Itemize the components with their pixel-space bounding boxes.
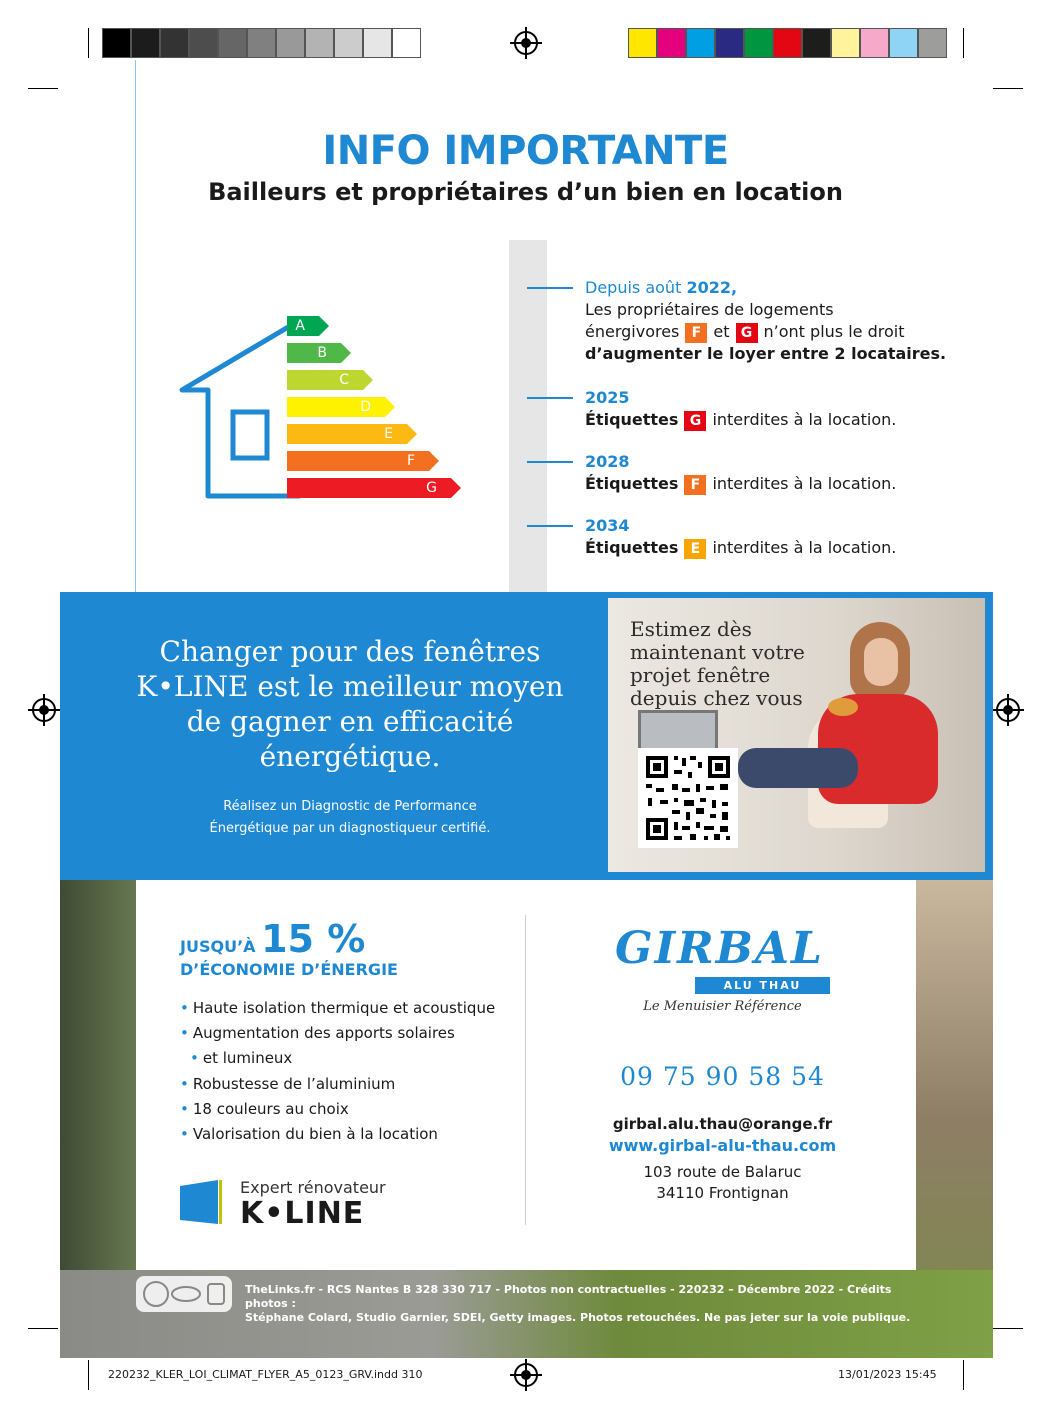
photo-caption-line: Estimez dès [630,617,752,641]
color-swatch [131,28,160,58]
band-headline-line: K•LINE est le meilleur moyen [136,670,564,703]
benefits-list [180,996,495,1147]
timeline-text: et [713,322,730,341]
savings-percent: 15 % [261,917,366,961]
photo-caption-line: depuis chez vous [630,686,803,710]
energy-badge-g: G [684,411,706,431]
photo-caption [630,618,805,710]
crop-mark [28,1328,58,1329]
print-filename: 220232_KLER_LOI_CLIMAT_FLYER_A5_0123_GRV.indd 310 [108,1368,423,1381]
crop-mark [993,1328,1023,1329]
timeline-label: Étiquettes [585,474,679,493]
timeline-label: Étiquettes [585,410,679,429]
color-swatch [160,28,189,58]
email-link[interactable]: girbal.alu.thau@orange.fr [612,1115,833,1133]
color-swatch [305,28,334,58]
energy-class-c: C [287,370,363,390]
color-swatch [686,28,715,58]
list-item: • 18 couleurs au choix [180,1097,495,1122]
legal-line: TheLinks.fr - RCS Nantes B 328 330 717 - Photos non contractuelles - 220232 – Décembre 2022 - Crédits photos : [245,1283,892,1310]
girbal-logo [615,923,830,1014]
timeline-tick [527,397,573,399]
registration-mark-icon [514,1363,538,1387]
timeline-text: n’ont plus le droit [763,322,905,341]
address-line: 103 route de Balaruc [643,1163,802,1181]
print-date: 13/01/2023 15:45 [838,1368,937,1381]
color-swatch [276,28,305,58]
woman-photo [600,592,993,880]
jeans [738,748,858,788]
band-headline [135,634,565,774]
color-swatch [247,28,276,58]
crop-mark [963,1360,964,1390]
page-subtitle: Bailleurs et propriétaires d’un bien en location [208,178,843,206]
timeline-text: interdites à la location. [712,410,897,429]
page-title: INFO IMPORTANTE [322,128,729,174]
color-swatch [189,28,218,58]
photo-caption-line: projet fenêtre [630,663,771,687]
band-subtext-line: Énergétique par un diagnostiqueur certifié. [209,821,491,836]
timeline-entry-2025 [585,387,896,431]
kline-expert-label: Expert rénovateur [240,1178,386,1197]
color-swatch [773,28,802,58]
list-item-continuation: • et lumineux [180,1046,495,1071]
band-subtext [135,796,565,840]
registration-mark-icon [996,698,1020,722]
color-swatch [802,28,831,58]
band-subtext-line: Réalisez un Diagnostic de Performance [223,799,477,814]
website-link[interactable]: www.girbal-alu-thau.com [608,1136,837,1155]
face [864,638,898,686]
energy-class-a: A [287,316,319,336]
crop-mark [963,28,964,58]
kline-brand: K•LINE [240,1196,365,1231]
energy-badge-f: F [684,475,706,495]
timeline-text: interdites à la location. [712,538,897,557]
crop-mark [88,1360,89,1390]
timeline-date-year: 2022, [686,278,738,297]
phone-number[interactable]: 09 75 90 58 54 [620,1062,825,1091]
color-swatch [744,28,773,58]
color-swatch [860,28,889,58]
timeline-year: 2025 [585,388,630,407]
timeline-arrow [509,240,547,600]
timeline-tick [527,461,573,463]
list-item: • Haute isolation thermique et acoustique [180,996,495,1021]
color-swatch [657,28,686,58]
color-swatch [102,28,131,58]
list-item: • Robustesse de l’aluminium [180,1072,495,1097]
savings-subline: D’ÉCONOMIE D’ÉNERGIE [180,960,398,979]
color-swatch [715,28,744,58]
registration-mark-icon [514,31,538,55]
timeline-year: 2034 [585,516,630,535]
recycle-icon [136,1276,232,1312]
energy-badge-g: G [736,323,758,343]
savings-headline [180,917,398,979]
girbal-subbrand: ALU THAU [695,977,830,994]
energy-class-b: B [287,343,341,363]
photo-caption-line: maintenant votre [630,640,805,664]
color-swatch [918,28,947,58]
address-line: 34110 Frontignan [656,1184,789,1202]
qr-code-icon[interactable] [638,748,738,848]
timeline-date-prefix: Depuis août [585,278,682,297]
band-headline-line: de gagner en efficacité [186,705,514,738]
kline-window-icon [180,1180,224,1226]
timeline-text-bold: d’augmenter le loyer entre 2 locataires. [585,344,947,363]
recycling-icons [136,1276,232,1312]
timeline-entry-2034 [585,515,896,559]
energy-class-e: E [287,424,407,444]
energy-badge-e: E [684,539,706,559]
band-headline-line: énergétique. [259,740,441,773]
list-item: • Valorisation du bien à la location [180,1122,495,1147]
girbal-wordmark: GIRBAL [615,923,824,974]
color-swatch [628,28,657,58]
crop-mark [88,28,89,58]
energy-class-g: G [287,478,451,498]
color-swatch [831,28,860,58]
crop-mark [28,88,58,89]
legal-notice [245,1283,925,1325]
color-swatch [218,28,247,58]
timeline-text: Les propriétaires de logements [585,300,834,319]
girbal-tagline: Le Menuisier Référence [643,999,802,1014]
timeline-entry-2022 [585,277,946,365]
divider [525,915,526,1225]
timeline-label: Étiquettes [585,538,679,557]
timeline-text: interdites à la location. [712,474,897,493]
timeline-year: 2028 [585,452,630,471]
timeline-entry-2028 [585,451,896,495]
crop-mark [993,88,1023,89]
color-swatch [889,28,918,58]
timeline-tick [527,525,573,527]
fruit-bowl [828,698,858,716]
color-swatch [334,28,363,58]
savings-prefix: JUSQU’À [180,937,256,956]
energy-badge-f: F [685,323,707,343]
timeline-text: énergivores [585,322,680,341]
energy-class-f: F [287,451,429,471]
list-item: • Augmentation des apports solaires [180,1021,495,1046]
color-swatch [363,28,392,58]
legal-line: Stéphane Colard, Studio Garnier, SDEI, Getty images. Photos retouchées. Ne pas jeter sur la voie publique. [245,1311,911,1324]
band-headline-line: Changer pour des fenêtres [159,635,541,668]
registration-mark-icon [32,698,56,722]
color-swatch [392,28,421,58]
timeline-tick [527,287,573,289]
energy-class-d: D [287,397,385,417]
